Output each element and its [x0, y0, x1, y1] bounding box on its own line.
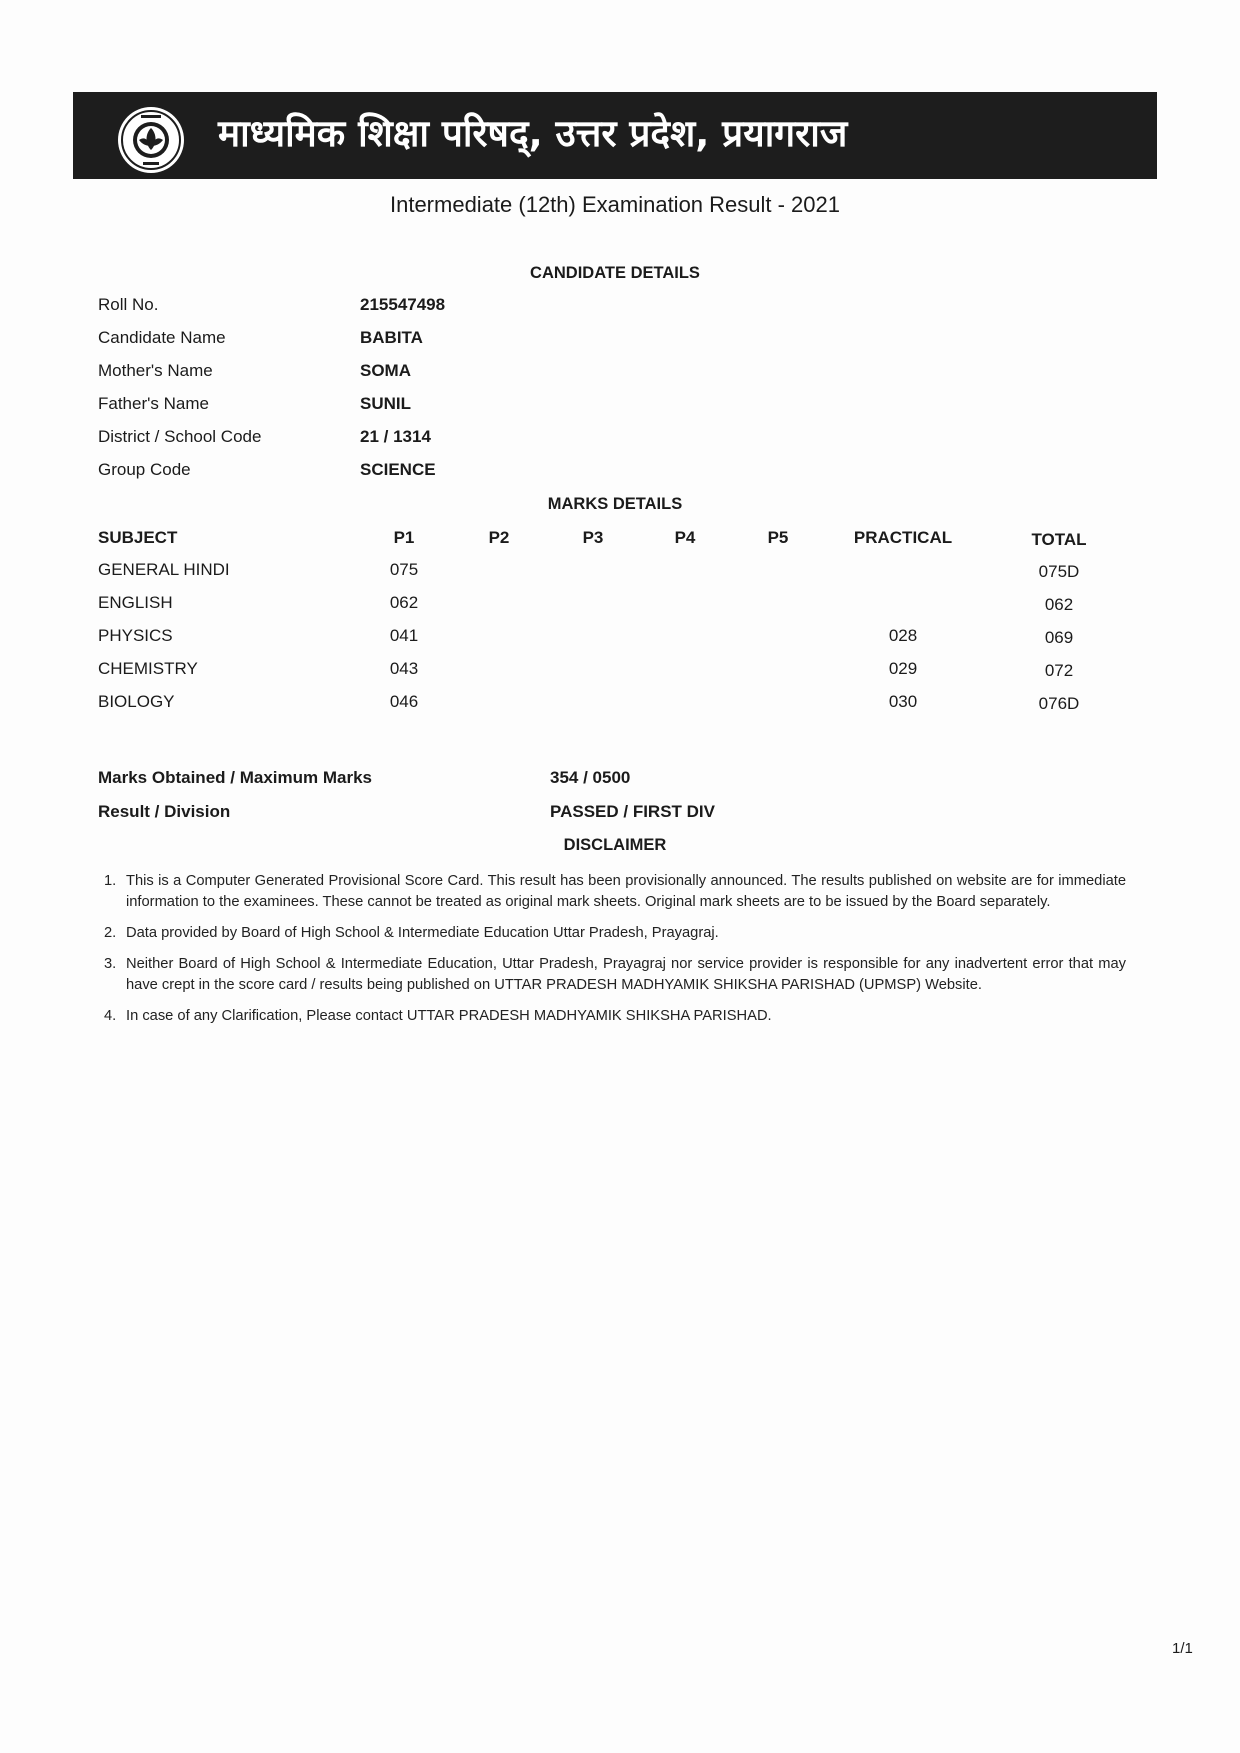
disclaimer-item	[104, 1006, 1128, 1027]
marks-table-header	[0, 528, 1240, 548]
cell-practical: 030	[888, 692, 918, 711]
disclaimer-item-text: In case of any Clarification, Please contact UTTAR PRADESH MADHYAMIK SHIKSHA PARISHAD.	[126, 1008, 772, 1024]
candidate-field-label: Mother's Name	[98, 361, 213, 380]
disclaimer-heading: DISCLAIMER	[563, 836, 667, 854]
column-header-p1: P1	[393, 528, 415, 547]
cell-p1: 062	[389, 593, 419, 612]
column-header-p2: P2	[488, 528, 510, 547]
column-header-p5: P5	[767, 528, 789, 547]
candidate-field-label: Candidate Name	[98, 328, 226, 347]
marks-details-heading: MARKS DETAILS	[547, 495, 683, 513]
cell-total: 069	[1044, 628, 1074, 647]
disclaimer-item	[104, 923, 1128, 944]
candidate-row	[0, 328, 1240, 348]
page-number: 1/1	[1172, 1640, 1193, 1657]
column-header-practical: PRACTICAL	[853, 528, 953, 547]
disclaimer-list	[104, 871, 1128, 1037]
cell-p1: 043	[389, 659, 419, 678]
candidate-field-value: 215547498	[360, 295, 446, 314]
marks-obtained-value: 354 / 0500	[550, 768, 631, 787]
board-logo-icon	[117, 106, 185, 174]
cell-total: 072	[1044, 661, 1074, 680]
disclaimer-item	[104, 871, 1128, 913]
column-header-subject: SUBJECT	[98, 528, 178, 547]
candidate-field-value: SUNIL	[360, 394, 411, 413]
candidate-field-value: 21 / 1314	[360, 427, 431, 446]
table-row	[0, 593, 1240, 613]
cell-subject: PHYSICS	[98, 626, 173, 645]
disclaimer-item	[104, 954, 1128, 996]
column-header-p4: P4	[674, 528, 696, 547]
disclaimer-item-number: 4.	[104, 1008, 117, 1024]
candidate-row	[0, 361, 1240, 381]
column-header-total: TOTAL	[1031, 530, 1087, 549]
cell-total: 062	[1044, 595, 1074, 614]
candidate-field-value: SCIENCE	[360, 460, 436, 479]
cell-p1: 041	[389, 626, 419, 645]
exam-title: Intermediate (12th) Examination Result - 2021	[389, 192, 840, 217]
result-division-value: PASSED / FIRST DIV	[550, 802, 715, 821]
cell-subject: CHEMISTRY	[98, 659, 198, 678]
candidate-row	[0, 427, 1240, 447]
disclaimer-item-text: Neither Board of High School & Intermediate Education, Uttar Pradesh, Prayagraj nor service provider is responsible for any inadvertent error that may have crept in the score card / results being published on UTTAR PRADESH MADHYAMIK SHIKSHA PARISHAD (UPMSP) Website.	[126, 956, 1126, 993]
cell-total: 075D	[1038, 562, 1080, 581]
table-row	[0, 626, 1240, 646]
candidate-field-value: SOMA	[360, 361, 411, 380]
candidate-field-label: District / School Code	[98, 427, 262, 446]
header-bar	[73, 92, 1157, 179]
cell-total: 076D	[1038, 694, 1080, 713]
table-row	[0, 560, 1240, 580]
candidate-field-label: Roll No.	[98, 295, 159, 314]
disclaimer-item-number: 1.	[104, 873, 117, 889]
candidate-field-value: BABITA	[360, 328, 423, 347]
candidate-field-label: Group Code	[98, 460, 191, 479]
disclaimer-item-text: Data provided by Board of High School & Intermediate Education Uttar Pradesh, Prayagraj.	[126, 925, 719, 941]
candidate-row	[0, 394, 1240, 414]
result-division-label: Result / Division	[98, 802, 231, 821]
cell-subject: BIOLOGY	[98, 692, 175, 711]
candidate-field-label: Father's Name	[98, 394, 209, 413]
candidate-details-heading: CANDIDATE DETAILS	[530, 264, 700, 282]
cell-practical: 029	[888, 659, 918, 678]
table-row	[0, 692, 1240, 712]
disclaimer-item-number: 2.	[104, 925, 117, 941]
marks-obtained-label: Marks Obtained / Maximum Marks	[98, 768, 372, 787]
disclaimer-item-number: 3.	[104, 956, 117, 972]
board-name-hindi: माध्यमिक शिक्षा परिषद्, उत्तर प्रदेश, प्रयागराज	[218, 112, 848, 155]
cell-p1: 046	[389, 692, 419, 711]
cell-practical: 028	[888, 626, 918, 645]
candidate-row	[0, 460, 1240, 480]
table-row	[0, 659, 1240, 679]
cell-subject: GENERAL HINDI	[98, 560, 230, 579]
column-header-p3: P3	[582, 528, 604, 547]
candidate-row	[0, 295, 1240, 315]
disclaimer-item-text: This is a Computer Generated Provisional Score Card. This result has been provisionally announced. The results published on website are for immediate information to the examinees. These cannot be treated as original mark sheets. Original mark sheets are to be issued by the Board separately.	[126, 873, 1126, 910]
cell-p1: 075	[389, 560, 419, 579]
cell-subject: ENGLISH	[98, 593, 173, 612]
